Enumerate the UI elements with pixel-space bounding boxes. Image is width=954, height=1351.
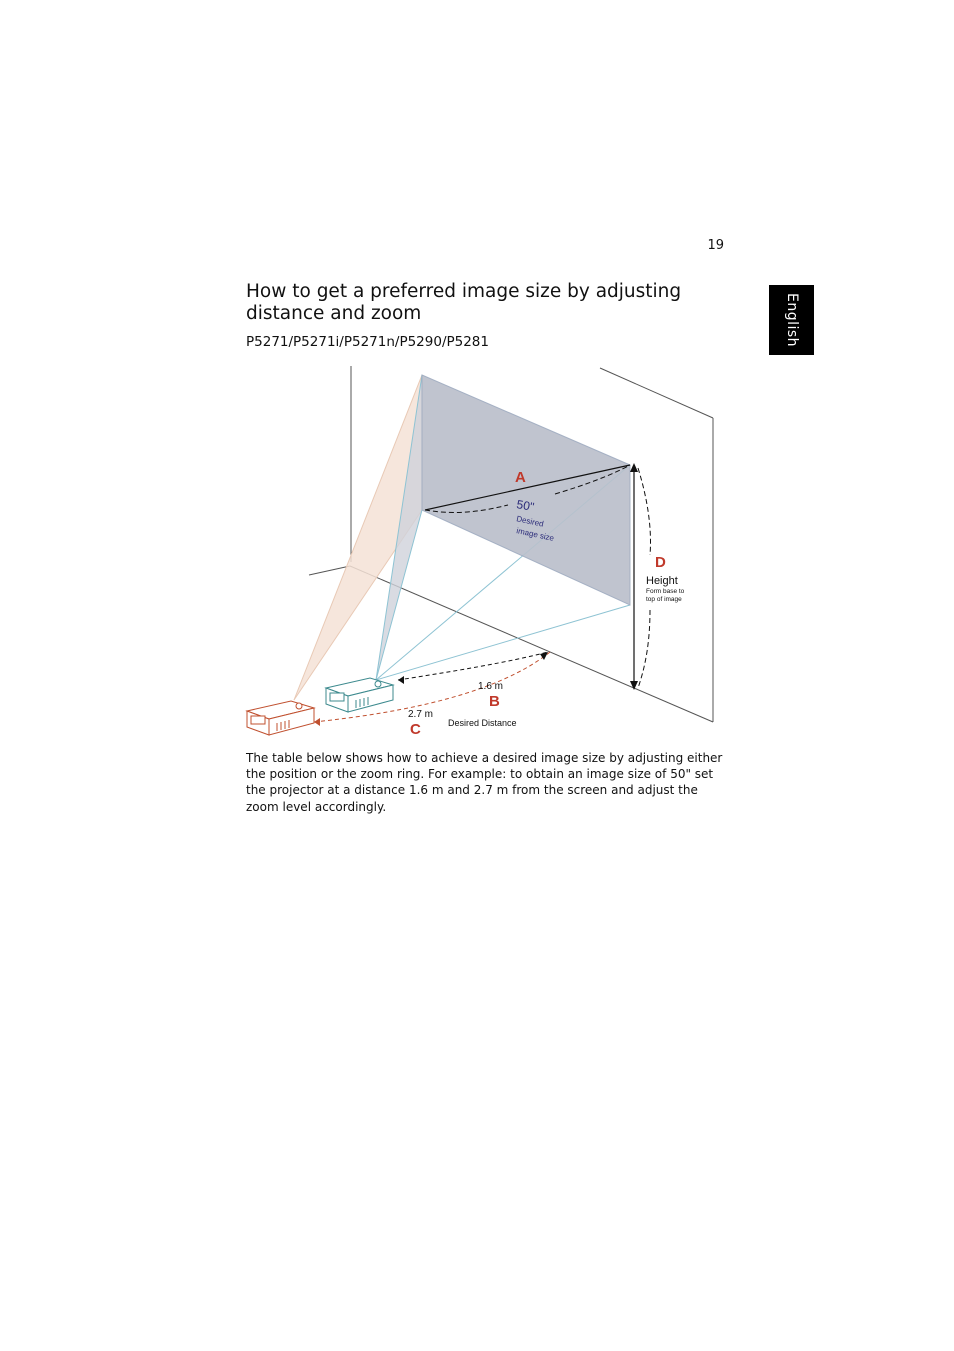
language-tab (769, 285, 814, 355)
near-projector-icon (326, 678, 393, 712)
page-number: 19 (707, 238, 724, 253)
projected-screen (422, 375, 630, 605)
language-tab-label: English (783, 292, 800, 348)
arrow-head (540, 652, 548, 660)
image-size-value: 50" (515, 497, 536, 515)
near-beam-edge (376, 605, 630, 680)
arrow-head (630, 463, 638, 472)
projection-diagram (240, 360, 720, 745)
height-caption: top of image (646, 596, 682, 603)
height-label: Height (646, 575, 678, 587)
height-dashed (638, 468, 651, 555)
label-b: B (489, 693, 500, 710)
near-distance-value: 1.6 m (478, 681, 504, 692)
distance-caption: Desired Distance (448, 718, 517, 728)
arrow-head (314, 718, 320, 726)
page-title: How to get a preferred image size by adjusting distance and zoom (246, 281, 682, 324)
label-c: C (410, 721, 421, 738)
image-size-caption: image size (515, 526, 555, 543)
description-paragraph: The table below shows how to achieve a desired image size by adjusting either the position or the zoom ring. For example: to obtain an image size of 50" set the projector at a distance 1.6 m and 2.7 m from the screen and adjust the zoom level accordingly. (246, 751, 723, 814)
far-distance-value: 2.7 m (408, 709, 434, 720)
arrow-head (398, 676, 404, 684)
arrow-head (630, 681, 638, 690)
label-a: A (515, 469, 526, 486)
far-projector-icon (247, 701, 314, 735)
height-caption: Form base to (646, 588, 685, 595)
label-d: D (655, 554, 666, 571)
near-distance-arc (398, 652, 548, 680)
wall-top-edge (600, 368, 713, 418)
model-list: P5271/P5271i/P5271n/P5290/P5281 (246, 334, 489, 350)
height-dashed (638, 610, 650, 688)
image-size-caption: Desired (515, 514, 545, 529)
